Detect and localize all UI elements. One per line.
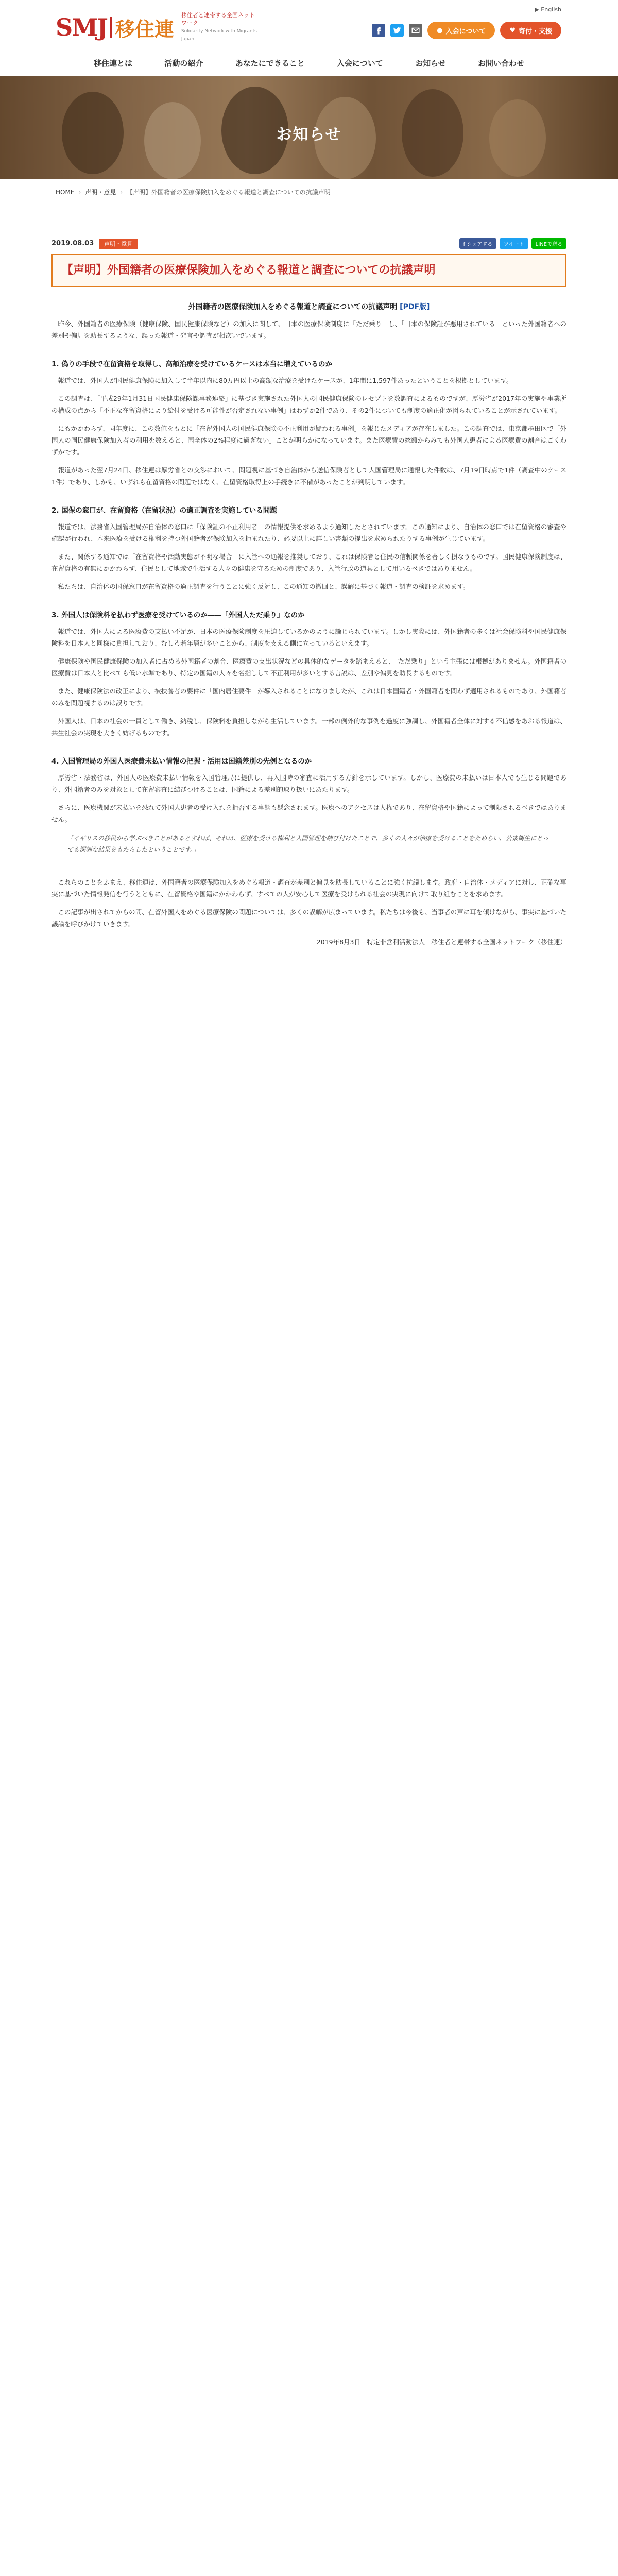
logo-tagline [181,11,259,43]
article-date: 2019.08.03 [52,240,94,247]
facebook-icon[interactable] [372,24,385,37]
donate-button-label: 寄付・支援 [518,27,552,36]
share-line-button[interactable]: LINEで送る [531,238,566,249]
section-heading: 3. 外国人は保険料を払わず医療を受けているのか――「外国人ただ乗り」なのか [52,611,305,619]
category-badge[interactable]: 声明・意見 [99,239,138,249]
nav-news[interactable]: お知らせ [415,59,446,68]
section-paragraph: さらに、医療機関が未払いを恐れて外国人患者の受け入れを拒否する事態も懸念されます。医療へのアクセスは人権であり、在留資格や国籍によって制限されるべきではありません。 [52,804,566,823]
join-button-label: 入会について [445,27,486,36]
article [52,205,566,948]
logo-tagline-en: Solidarity Network with Migrants Japan [181,29,257,42]
header-actions [372,22,561,39]
breadcrumb [0,179,618,205]
nav-membership[interactable]: 入会について [337,59,383,68]
section-paragraph: また、関係する通知では「在留資格や活動実態が不明な場合」に入管への通報を推奨しており、これは保険者と住民の信頼関係を著しく損なうものです。国民健康保険制度は、在留資格の有無にかかわらず、住民として地域で生活する人々の健康を守るための制度であり、入管行政の道具として用いるべきではありません。 [52,553,566,572]
main-nav [88,58,530,69]
mail-icon[interactable] [409,24,422,37]
breadcrumb-category[interactable]: 声明・意見 [85,189,116,196]
quote-block: 「イギリスの移民から学ぶべきことがあるとすれば、それは、医療を受ける権利と入国管理を結び付けたことで、多くの人々が治療を受けることをためらい、公衆衛生にとっても深刻な結果をもたらしたということです。」 [67,835,549,853]
share-buttons [459,238,566,249]
pdf-link[interactable]: [PDF版] [400,303,430,311]
section-paragraph: 私たちは、自治体の国保窓口が在留資格の適正調査を行うことに強く反対し、この通知の撤回と、誤解に基づく報道・調査の検証を求めます。 [58,583,470,590]
logo-ja: 移住連 [115,18,174,41]
heart-icon: ♥ [509,26,516,35]
nav-about[interactable]: 移住連とは [94,59,133,68]
hero-title: お知らせ [276,126,342,144]
donate-button[interactable] [500,22,561,39]
nav-activities[interactable]: 活動の紹介 [164,59,203,68]
article-meta [52,238,566,249]
breadcrumb-home[interactable]: HOME [56,188,75,196]
section-paragraph: 外国人は、日本の社会の一員として働き、納税し、保険料を負担しながら生活しています。一部の例外的な事例を過度に強調し、外国籍者全体に対する不信感をあおる報道は、共生社会の実現を大きく妨げるものです。 [52,717,566,737]
hero-banner [0,76,618,179]
person-icon: ● [437,26,443,35]
section-paragraph: また、健康保険法の改正により、被扶養者の要件に「国内居住要件」が導入されることになりましたが、これは日本国籍者・外国籍者を問わず適用されるものであり、外国籍者のみを問題視するのは誤りです。 [52,687,567,707]
site-header [0,0,618,76]
english-link[interactable]: ▶ English [535,6,561,13]
share-facebook-button[interactable]: f シェアする [459,238,497,249]
section-heading: 1. 偽りの手段で在留資格を取得し、高額治療を受けているケースは本当に増えているのか [52,360,333,368]
join-button[interactable] [427,22,495,39]
breadcrumb-current: 【声明】外国籍者の医療保険加入をめぐる報道と調査についての抗議声明 [127,189,331,196]
logo-divider [110,17,112,38]
nav-what-you-can-do[interactable]: あなたにできること [235,59,305,68]
section-heading: 4. 入国管理局の外国人医療費未払い情報の把握・活用は国籍差別の先例となるのか [52,757,312,766]
section-paragraph: 報道では、外国人が国民健康保険に加入して半年以内に80万円以上の高額な治療を受けたケースが、1年間に1,597件あったということを根拠としています。 [58,377,513,384]
section-paragraph: この調査は、「平成29年1月31日国民健康保険課事務連絡」に基づき実施された外国人の国民健康保険のレセプトを数調査によるものですが、厚労省が2017年の実施や事業所の構成の点から「不正な在留資格により給付を受ける可能性が否定されない事例」はわずか2件であり、その2件についても制度の適正化が図られていることが示されています。 [52,395,566,414]
share-twitter-button[interactable]: ツイート [500,238,528,249]
section-paragraph: 報道では、法務省入国管理局が自治体の窓口に「保険証の不正利用者」の情報提供を求めるよう通知したとされています。この通知により、自治体の窓口では在留資格の審査や確認が行われ、本来医療を受ける権利を持つ外国籍者が保険加入を拒まれたり、必要以上に詳しい書類の提出を求められたりする事例が生じています。 [52,523,566,543]
section-paragraph: にもかかわらず、同年度に、この数値をもとに「在留外国人の国民健康保険の不正利用が疑われる事例」を報じたメディアが存在しました。この調査では、東京都墨田区で「外国人の国民健康保険加入者の利用を数えると、国全体の2%程度に過ぎない」ことが明らかになっています。また医療費の総額からみても外国人患者による医療費の割合はごくわずかです。 [52,425,566,456]
breadcrumb-separator: › [78,188,81,196]
logo-smj: SMJ [56,13,107,41]
section-paragraph: 健康保険や国民健康保険の加入者に占める外国籍者の割合、医療費の支出状況などの具体的なデータを踏まえると、「ただ乗り」という主張には根拠がありません。外国籍者の医療費は日本人と比べても低い水準であり、特定の国籍の人々を名指しして不正利用が多いとする言説は、差別や偏見を助長するものです。 [52,657,566,677]
twitter-icon[interactable] [390,24,404,37]
logo-tagline-ja: 移住者と連帯する全国ネットワーク [181,12,255,26]
section-paragraph: 報道では、外国人による医療費の支払い不足が、日本の医療保険制度を圧迫しているかのように論じられています。しかし実際には、外国籍者の多くは社会保険料や国民健康保険料を日本人と同様に負担しており、むしろ若年層が多いことから、制度を支える側に立っているといえます。 [52,628,566,647]
document-title-text: 外国籍者の医療保険加入をめぐる報道と調査についての抗議声明 [188,303,398,311]
section-paragraph: 厚労省・法務省は、外国人の医療費未払い情報を入国管理局に提供し、再入国時の審査に活用する方針を示しています。しかし、医療費の未払いは日本人でも生じる問題であり、外国籍者のみを対象として在留審査に結びつけることは、国籍による差別的取り扱いにあたります。 [52,774,566,793]
nav-contact[interactable]: お問い合わせ [477,59,524,68]
signature: 2019年8月3日 特定非営利活動法人 移住者と連帯する全国ネットワーク（移住連） [316,938,566,946]
article-title: 【声明】外国籍者の医療保険加入をめぐる報道と調査についての抗議声明 [52,254,566,287]
closing-paragraph: この記事が出されてからの間、在留外国人をめぐる医療保険の問題については、多くの誤解が広まっています。私たちは今後も、当事者の声に耳を傾けながら、事実に基づいた議論を呼びかけていきます。 [52,908,566,928]
closing-paragraph: これらのことをふまえ、移住連は、外国籍者の医療保険加入をめぐる報道・調査が差別と偏見を助長していることに強く抗議します。政府・自治体・メディアに対し、正確な事実に基づいた情報発信を行うとともに、在留資格や国籍にかかわらず、すべての人が安心して医療を受けられる社会の実現に向けて取り組むことを求めます。 [52,878,566,898]
breadcrumb-separator: › [120,188,123,196]
intro-paragraph: 昨今、外国籍者の医療保険（健康保険、国民健康保険など）の加入に関して、日本の医療保険制度に「ただ乗り」し、「日本の保険証が悪用されている」といった外国籍者への差別や偏見を助長するような、誤った報道・発言や調査が相次いでいます。 [52,320,566,340]
article-meta-left [52,239,138,249]
document-title [52,301,566,312]
section-paragraph: 報道があった翌7月24日、移住連は厚労省との交渉において、問題視に基づき自治体から送信保険者として人国管理局に通報した件数は、7月19日時点で1件（調査中のケース1件）であり、しかも、いずれも在留資格の問題ではなく、在留資格取得上の手続きに不備があったことが判明しています。 [52,466,566,486]
section-heading: 2. 国保の窓口が、在留資格（在留状況）の適正調査を実施している問題 [52,506,277,515]
site-logo[interactable] [56,11,259,43]
